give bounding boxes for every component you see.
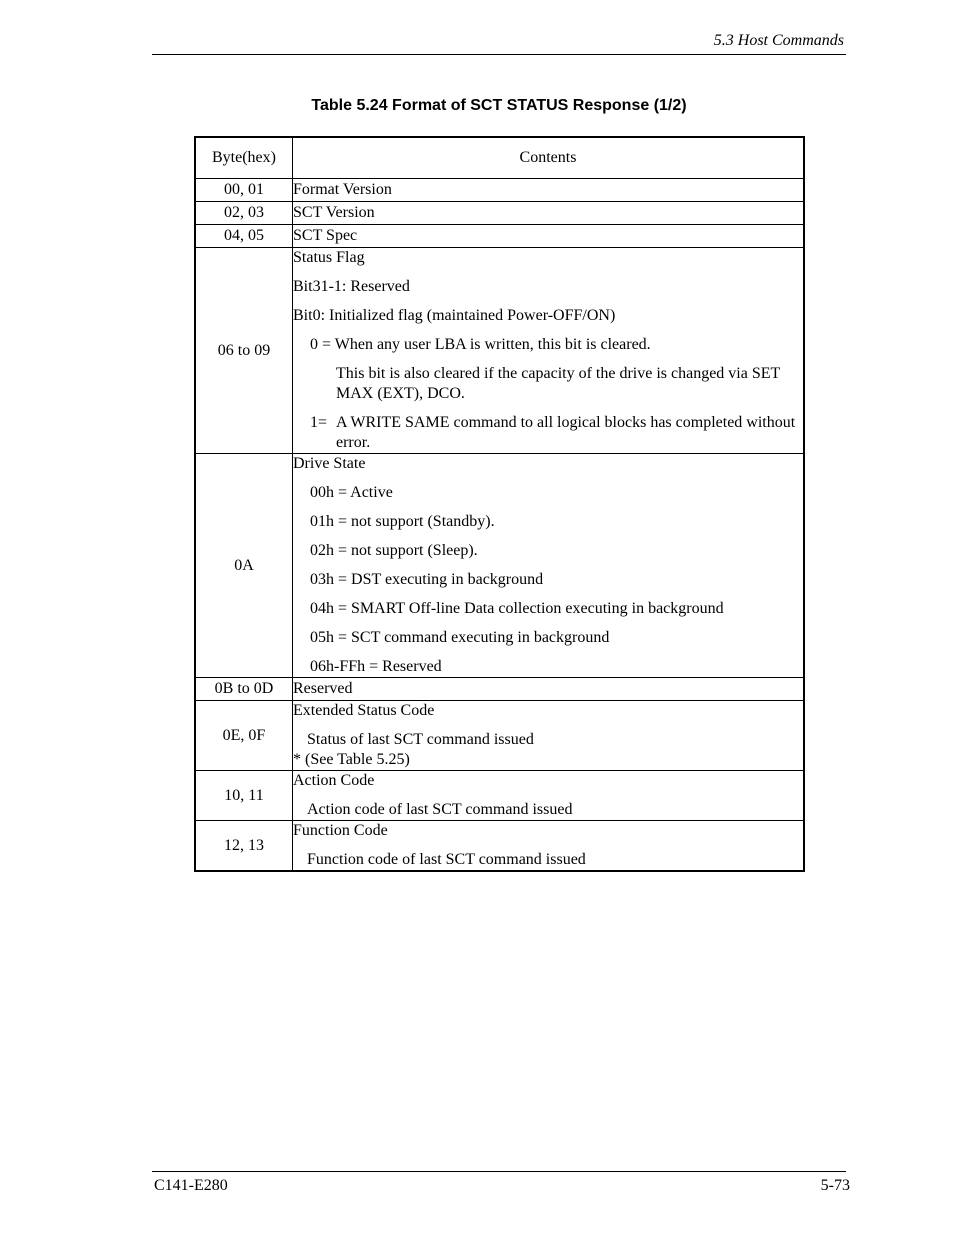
drive-state-item: 04h = SMART Off-line Data collection executing in background [310,600,724,617]
status-flag-one-text: A WRITE SAME command to all logical blocks has completed without error. [336,414,796,451]
table-row [195,454,804,678]
drive-state-item: 01h = not support (Standby). [310,513,495,530]
byte-cell: 06 to 09 [195,248,293,454]
drive-state-item: 05h = SCT command executing in background [310,629,610,646]
function-code-title: Function Code [293,822,388,839]
action-code-detail: Action code of last SCT command issued [307,801,573,818]
running-header: 5.3 Host Commands [713,32,844,49]
status-flag-one-label: 1= [310,414,328,431]
action-code-title: Action Code [293,772,375,789]
byte-cell: 10, 11 [195,771,293,821]
byte-cell: 0B to 0D [195,678,293,701]
table-row [195,179,804,202]
table-row [195,821,804,872]
function-code-detail: Function code of last SCT command issued [307,851,586,868]
byte-cell: 0A [195,454,293,678]
table-row [195,248,804,454]
content-cell [293,821,805,872]
drive-state-item: 06h-FFh = Reserved [310,658,442,675]
extended-status-detail: Status of last SCT command issued [307,731,534,748]
byte-cell: 12, 13 [195,821,293,872]
status-flag-zero-note: This bit is also cleared if the capacity of the drive is changed via SET MAX (EXT), DCO. [336,365,781,402]
footer-rule [152,1171,846,1172]
column-header-byte: Byte(hex) [195,137,293,179]
column-header-contents: Contents [293,137,805,179]
drive-state-title: Drive State [293,455,366,472]
status-flag-bit31: Bit31-1: Reserved [293,278,410,295]
content-cell: SCT Version [293,202,805,225]
drive-state-item: 03h = DST executing in background [310,571,544,588]
status-flag-one [293,413,803,453]
content-cell [293,248,805,454]
byte-cell: 0E, 0F [195,701,293,771]
extended-status-title: Extended Status Code [293,702,435,719]
content-cell [293,771,805,821]
table-row [195,678,804,701]
table-title: Table 5.24 Format of SCT STATUS Response (1/2) [311,97,687,114]
byte-cell: 00, 01 [195,179,293,202]
page-number: 5-73 [820,1177,850,1194]
sct-status-table [194,136,805,872]
table-header-row [195,137,804,179]
table-row [195,202,804,225]
byte-cell: 04, 05 [195,225,293,248]
extended-status-note: * (See Table 5.25) [293,751,410,768]
status-flag-bit0: Bit0: Initialized flag (maintained Power-OFF/ON) [293,307,616,324]
drive-state-item: 02h = not support (Sleep). [310,542,478,559]
status-flag-title: Status Flag [293,249,365,266]
content-cell: Format Version [293,179,805,202]
byte-cell: 02, 03 [195,202,293,225]
table-row [195,701,804,771]
document-id: C141-E280 [154,1177,228,1194]
table-row [195,771,804,821]
content-cell [293,701,805,771]
header-rule [152,54,846,55]
drive-state-item: 00h = Active [310,484,393,501]
table-row [195,225,804,248]
content-cell: SCT Spec [293,225,805,248]
content-cell: Reserved [293,678,805,701]
content-cell [293,454,805,678]
status-flag-zero: 0 = When any user LBA is written, this bit is cleared. [310,336,651,353]
